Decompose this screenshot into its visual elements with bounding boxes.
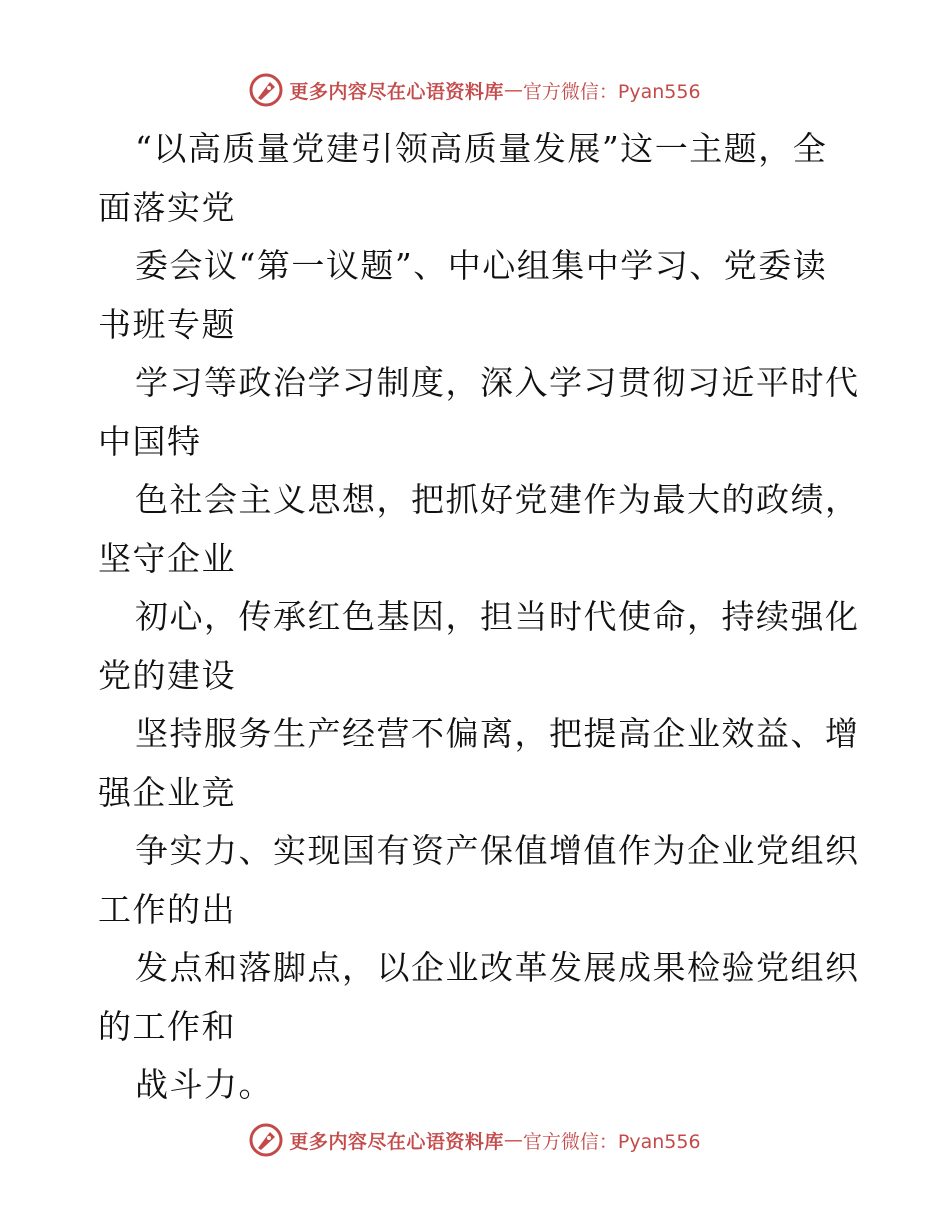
banner-separator: — <box>503 1129 523 1151</box>
text-line: 色社会主义思想，把抓好党建作为最大的政绩， <box>135 480 860 519</box>
text-line: 争实力、实现国有资产保值增值作为企业党组织 <box>135 831 860 870</box>
text-line: 工作的出 <box>98 889 236 929</box>
text-line: 发点和落脚点，以企业改革发展成果检验党组织 <box>135 948 860 987</box>
banner-text: 更多内容尽在心语资料库 <box>289 1130 504 1153</box>
banner-wechat: 官方微信：Pyan556 <box>522 1130 701 1153</box>
document-body <box>98 120 858 1115</box>
pen-nib-logo-icon <box>249 73 283 107</box>
text-line: 的工作和 <box>98 1006 236 1046</box>
text-line: 坚守企业 <box>98 538 236 578</box>
text-line: 坚持服务生产经营不偏离，把提高企业效益、增 <box>135 714 860 753</box>
footer-banner <box>0 1120 950 1160</box>
text-line: “以高质量党建引领高质量发展”这一主题，全 <box>135 129 828 168</box>
text-line: 党的建设 <box>98 655 236 695</box>
text-line: 战斗力。 <box>135 1065 273 1104</box>
banner-wechat: 官方微信：Pyan556 <box>522 80 701 103</box>
text-line: 初心，传承红色基因，担当时代使命，持续强化 <box>135 597 860 636</box>
text-line: 强企业竞 <box>98 772 236 812</box>
text-line: 学习等政治学习制度，深入学习贯彻习近平时代 <box>135 363 860 402</box>
text-line: 中国特 <box>98 421 202 461</box>
text-line: 书班专题 <box>98 304 236 344</box>
text-line: 委会议“第一议题”、中心组集中学习、党委读 <box>135 246 828 285</box>
pen-nib-logo-icon <box>249 1123 283 1157</box>
banner-text: 更多内容尽在心语资料库 <box>289 80 504 103</box>
header-banner <box>0 70 950 110</box>
banner-separator: — <box>503 79 523 101</box>
text-line: 面落实党 <box>98 187 236 227</box>
